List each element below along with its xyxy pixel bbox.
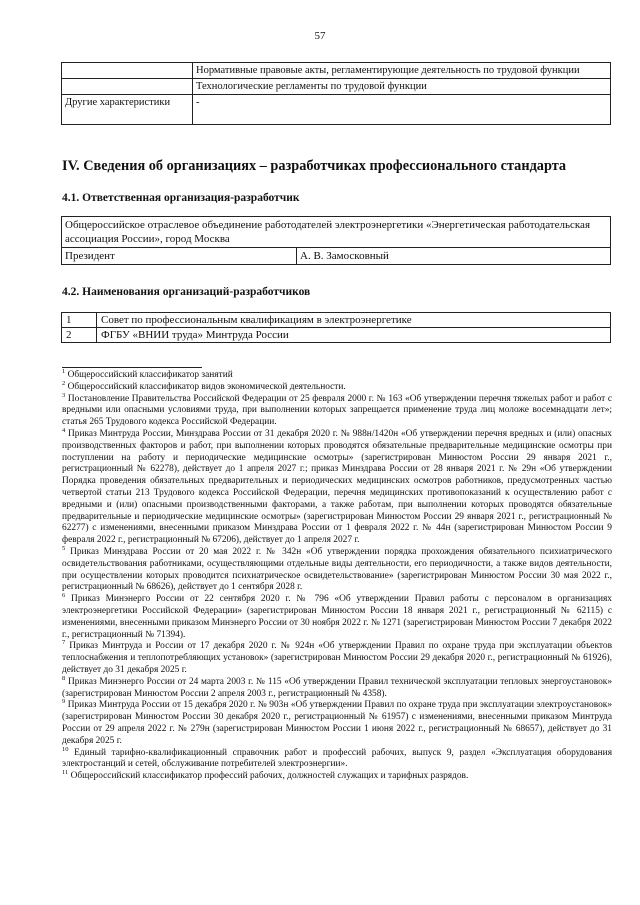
row-number: 2	[62, 328, 97, 343]
footnote-separator	[62, 367, 202, 368]
table-cell: Технологические регламенты по трудовой функции	[193, 79, 611, 95]
table-cell: Нормативные правовые акты, регламентирующие деятельность по трудовой функции	[193, 63, 611, 79]
org-name: Общероссийское отраслевое объединение работодателей электроэнергетики «Энергетическая работодательская ассоциация России», город Москва	[62, 217, 611, 248]
org-person: А. В. Замосковный	[297, 248, 611, 265]
footnote-mark: 1	[62, 367, 66, 375]
characteristics-table	[61, 62, 611, 125]
footnote-mark: 2	[62, 379, 66, 387]
footnote-text: Приказ Минздрава России от 20 мая 2022 г. № 342н «Об утверждении порядка прохождения обязательного психиатрического освидетельствования работниками, осуществляющими отдельные виды деятельности, его периодичности, а также видов деятельности, при осуществлении которых проводится психиатрическое освидетельствование» (зарегистрирован Минюстом России 30 мая 2022 г., регистрационный № 68626), действует до 1 сентября 2028 г.	[62, 546, 613, 593]
footnote-text: Единый тарифно-квалификационный справочник работ и профессий рабочих, выпуск 9, раздел «Эксплуатация оборудования электростанций и сетей, обслуживание потребителей электроэнергии».	[62, 747, 613, 770]
footnote	[62, 426, 612, 547]
footnote	[62, 391, 612, 429]
table-cell-empty	[62, 63, 193, 79]
footnote-text: Приказ Минтруда России от 15 декабря 2020 г. № 903н «Об утверждении Правил по охране труда при эксплуатации электроустановок» (зарегистрирован Минюстом России 30 декабря 2020 г., регистрационный № 61957) с изменениями, внесенными приказом Минтруда России от 29 апреля 2022 г. № 279н (зарегистрирован Минюстом России 1 июня 2022 г., регистрационный № 68657), действует до 31 декабря 2025 г.	[62, 700, 613, 746]
footnote-mark: 9	[62, 698, 66, 706]
footnote-text: Приказ Минтруда и России от 17 декабря 2020 г. № 924н «Об утверждении Правил по охране труда при эксплуатации объектов теплоснабжения и теплопотребляющих установок» (зарегистрирован Минюстом России 29 декабря 2020 г., регистрационный № 61926), действует до 31 декабря 2025 г.	[62, 641, 612, 675]
footnote	[62, 641, 612, 676]
responsible-heading: 4.1. Ответственная организация-разработчик	[62, 192, 300, 204]
footnote-mark: 7	[62, 639, 66, 647]
footnote-text: Приказ Минэнерго России от 24 марта 2003 г. № 115 «Об утверждении Правил технической эксплуатации тепловых энергоустановок» (зарегистрирован Минюстом России 2 апреля 2003 г., регистрационный № 4358).	[62, 676, 613, 699]
footnote-mark: 6	[62, 592, 66, 600]
footnote	[62, 700, 612, 747]
table-cell-empty	[62, 79, 193, 95]
developer-name: Совет по профессиональным квалификациям в электроэнергетике	[97, 313, 611, 328]
developers-heading: 4.2. Наименования организаций-разработчиков	[62, 286, 311, 298]
footnote-mark: 10	[62, 745, 69, 753]
footnote-text: Приказ Минэнерго России от 22 сентября 2020 г. № 796 «Об утверждении Правил работы с персоналом в организациях электроэнергетики Российской Федерации» (зарегистрирован Минюстом России 18 января 2021 г., регистрационный № 62115) с изменениями, внесенными приказом Минэнерго России от 30 ноября 2022 г. № 1271 (зарегистрирован Минюстом России 7 декабря 2022 г., регистрационный № 71394).	[62, 594, 612, 640]
org-position: Президент	[62, 248, 297, 265]
footnote-text: Общероссийский классификатор видов экономической деятельности.	[67, 381, 346, 392]
table-cell: Другие характеристики	[62, 95, 193, 125]
section-title: IV. Сведения об организациях – разработчиках профессионального стандарта	[62, 158, 567, 174]
page-number: 57	[314, 30, 326, 42]
footnote	[62, 367, 612, 382]
table-row	[62, 328, 611, 343]
footnote	[62, 745, 613, 772]
footnote-text: Постановление Правительства Российской Федерации от 25 февраля 2000 г. № 163 «Об утверждении перечня тяжелых работ и работ с вредными или опасными условиями труда, при выполнении которых запрещается применение труда лиц моложе восемнадцати лет»; статья 265 Трудового кодекса Российской Федерации.	[62, 393, 612, 428]
table-row	[62, 313, 611, 328]
footnote	[62, 544, 613, 594]
developers-table	[61, 312, 611, 343]
footnote-text: Общероссийский классификатор профессий рабочих, должностей служащих и тарифных разрядов.	[70, 771, 469, 782]
footnote	[62, 594, 612, 641]
footnote	[62, 674, 613, 701]
footnote	[62, 768, 612, 783]
row-number: 1	[62, 313, 97, 328]
footnote	[62, 379, 612, 394]
footnote-mark: 11	[62, 768, 69, 776]
footnote-mark: 8	[62, 674, 66, 682]
footnote-text: Общероссийский классификатор занятий	[67, 370, 233, 380]
footnote-mark: 4	[62, 426, 66, 434]
footnotes	[62, 367, 613, 783]
responsible-org-table	[61, 216, 611, 265]
footnote-mark: 5	[62, 544, 66, 552]
table-cell: -	[193, 95, 611, 125]
footnote-text: Приказ Минтруда России, Минздрава России от 31 декабря 2020 г. № 988н/1420н «Об утверждении перечня вредных и (или) опасных производственных факторов и работ, при выполнении которых проводятся обязательные предварительные медицинские осмотры при поступлении на работу и периодические медицинские осмотры» (зарегистрирован Минюстом России 29 января 2021 г., регистрационный № 62278), действует до 1 апреля 2027 г.; приказ Минздрава России от 28 января 2021 г. № 29н «Об утверждении Порядка проведения обязательных предварительных и периодических медицинских осмотров работников, предусмотренных частью четвертой статьи 213 Трудового кодекса Российской Федерации, перечня медицинских противопоказаний к осуществлению работ с вредными и (или) опасными производственными факторами, а также работам, при выполнении которых проводятся обязательные предварительные и периодические медицинские осмотры» (зарегистрирован Минюстом России 29 января 2021 г., регистрационный № 62277) с изменениями, внесенными приказом Минздрава России от 1 февраля 2022 г. № 44н (зарегистрирован Минюстом России 9 февраля 2022 г., регистрационный № 67206), действует до 1 апреля 2027 г.	[62, 428, 612, 546]
developer-name: ФГБУ «ВНИИ труда» Минтруда России	[97, 328, 611, 343]
footnote-mark: 3	[62, 391, 66, 399]
